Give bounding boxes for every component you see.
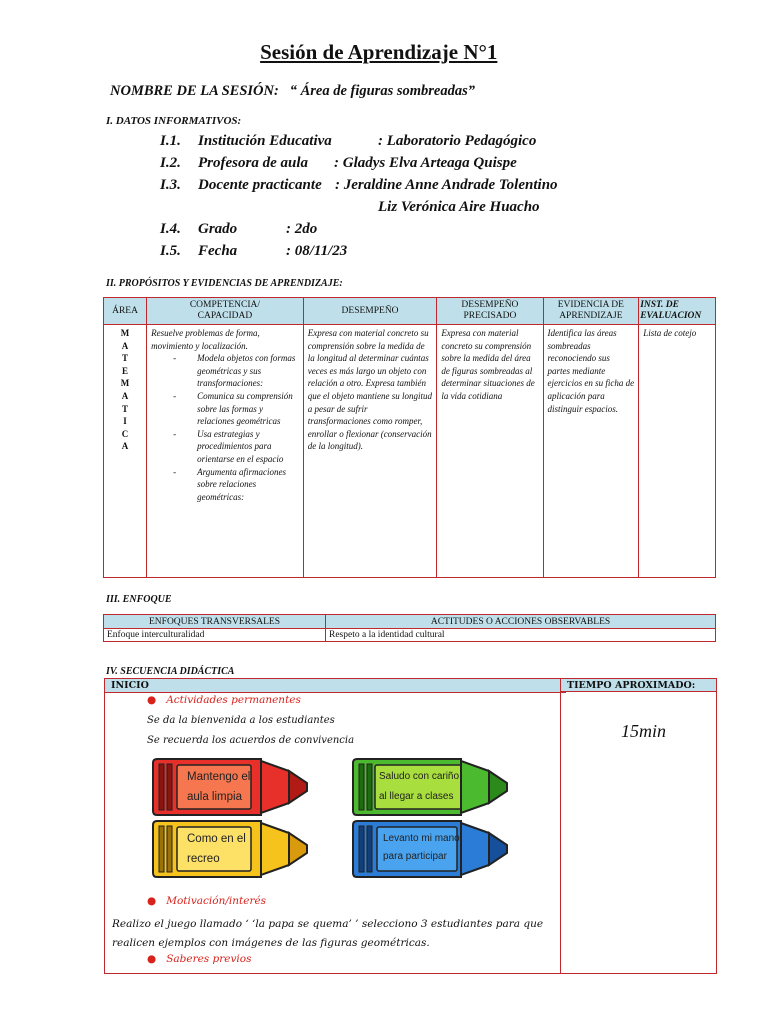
table-cell: Enfoque interculturalidad: [104, 629, 326, 642]
crayon-icon: [149, 819, 311, 879]
col-header: EVIDENCIA DE APRENDIZAJE: [543, 298, 639, 325]
col-header: DESEMPEÑO PRECISADO: [437, 298, 543, 325]
info-value: : Jeraldine Anne Andrade Tolentino: [335, 177, 558, 193]
info-value: : 08/11/23: [286, 243, 348, 259]
bullet-text: Motivación/interés: [166, 895, 267, 907]
secuencia-box: [104, 678, 717, 974]
section-4-heading: IV. SECUENCIA DIDÁCTICA: [106, 666, 235, 677]
bullet-motivacion: ● Motivación/interés: [147, 895, 267, 907]
table-row: [104, 629, 716, 642]
info-num: I.2.: [160, 155, 181, 171]
desempeno-cell: Expresa con material concreto su comprensión sobre la medida de la longitud al determinar cuántas veces es más largo un objeto con relación a otro. Expresa también que el objeto mantiene su longitud a pesar de sufrir transformaciones como romper, enrollar o flexionar (conservación de la longitud).: [303, 325, 437, 578]
crayon-green: [349, 757, 511, 817]
col-header: INST. DE EVALUACION: [639, 298, 716, 325]
motivacion-paragraph: Realizo el juego llamado ‘ ‘la papa se quema’ ’ selecciono 3 estudiantes para que realicen ejemplos con imágenes de las figuras geométricas.: [112, 918, 544, 949]
col-header: ÁREA: [104, 298, 147, 325]
session-value: “ Área de figuras sombreadas”: [289, 83, 475, 99]
area-letter: I: [123, 416, 127, 427]
desempeno-precisado-cell: Expresa con material concreto su comprensión sobre la medida del área de figuras sombreadas al determinar situaciones de la vida cotidiana: [437, 325, 543, 578]
table-row: [104, 325, 716, 578]
table-header-row: [104, 615, 716, 629]
list-item: - Comunica su comprensión sobre las formas y relaciones geométricas: [151, 390, 299, 428]
datos-informativos: [160, 133, 620, 263]
info-row: [378, 199, 540, 216]
bullet-saberes: ● Saberes previos: [147, 953, 252, 965]
info-value: : Laboratorio Pedagógico: [378, 133, 537, 149]
tiempo-header: TIEMPO APROXIMADO:: [560, 679, 716, 692]
instrumento-cell: Lista de cotejo: [639, 325, 716, 578]
info-value: Liz Verónica Aire Huacho: [378, 199, 540, 215]
col-header: ACTITUDES O ACCIONES OBSERVABLES: [326, 615, 716, 629]
competencia-text: Resuelve problemas de forma, movimiento y localización.: [151, 328, 260, 351]
crayon-red: [149, 757, 311, 817]
line-acuerdos: Se recuerda los acuerdos de convivencia: [147, 735, 355, 746]
crayon-text: al llegar a clases: [379, 791, 454, 802]
bullet-text: Saberes previos: [166, 953, 252, 965]
session-name: [110, 83, 475, 100]
info-num: I.1.: [160, 133, 181, 149]
info-label: Profesora de aula: [198, 155, 308, 171]
info-num: I.4.: [160, 221, 181, 237]
crayon-text: Como en el: [187, 833, 246, 845]
area-letter: T: [122, 353, 129, 364]
area-cell: [104, 325, 147, 578]
col-header: COMPETENCIA/ CAPACIDAD: [147, 298, 304, 325]
area-letter: M: [120, 328, 130, 338]
area-letter: A: [121, 390, 129, 401]
info-value: : 2do: [286, 221, 318, 237]
area-letter: A: [121, 340, 129, 351]
evidencia-cell: Identifica las áreas sombreadas reconociendo sus partes mediante ejercicios en su ficha de aplicación para distinguir espacios.: [543, 325, 639, 578]
competencia-cell: [147, 325, 304, 578]
crayon-text: Saludo con cariño: [379, 771, 460, 782]
section-3-heading: III. ENFOQUE: [106, 594, 172, 605]
propositos-table: [103, 297, 716, 578]
info-num: I.3.: [160, 177, 181, 193]
session-label: NOMBRE DE LA SESIÓN:: [110, 83, 279, 99]
table-cell: Respeto a la identidad cultural: [326, 629, 716, 642]
area-letter: E: [122, 365, 129, 376]
info-label: Docente practicante: [198, 177, 322, 193]
inicio-header: INICIO: [105, 679, 566, 693]
info-label: Fecha: [198, 243, 238, 259]
crayon-blue: [349, 819, 511, 879]
crayon-yellow: [149, 819, 311, 879]
capacidades-list: [151, 352, 299, 503]
info-label: Grado: [198, 221, 238, 237]
area-letter: M: [120, 378, 130, 389]
enfoque-table: [103, 614, 716, 642]
column-divider: [560, 693, 561, 973]
info-label: Institución Educativa: [198, 133, 332, 149]
col-header: DESEMPEÑO: [303, 298, 437, 325]
info-value: : Gladys Elva Arteaga Quispe: [334, 155, 517, 171]
crayon-text: Mantengo el: [187, 771, 251, 783]
crayon-text: recreo: [187, 853, 220, 865]
area-letter: A: [121, 441, 129, 452]
line-bienvenida: Se da la bienvenida a los estudiantes: [147, 715, 335, 726]
crayon-text: Levanto mi mano: [383, 833, 460, 844]
list-item: - Argumenta afirmaciones sobre relaciones geométricas:: [151, 466, 299, 504]
col-header: ENFOQUES TRANSVERSALES: [104, 615, 326, 629]
bullet-text: Actividades permanentes: [166, 694, 301, 706]
info-num: I.5.: [160, 243, 181, 259]
section-2-heading: II. PROPÓSITOS Y EVIDENCIAS DE APRENDIZAJE:: [106, 278, 343, 289]
page-title: Sesión de Aprendizaje N°1: [260, 40, 498, 64]
tiempo-value: 15min: [621, 721, 666, 741]
table-header-row: [104, 298, 716, 325]
list-item: - Usa estrategias y procedimientos para orientarse en el espacio: [151, 428, 299, 466]
crayon-text: para participar: [383, 851, 447, 862]
area-letter: C: [121, 428, 129, 439]
crayon-text: aula limpia: [187, 791, 242, 803]
area-letter: T: [122, 403, 129, 414]
section-1-heading: I. DATOS INFORMATIVOS:: [106, 115, 242, 127]
list-item: - Modela objetos con formas geométricas y sus transformaciones:: [151, 352, 299, 390]
bullet-actividades: ● Actividades permanentes: [147, 694, 301, 706]
